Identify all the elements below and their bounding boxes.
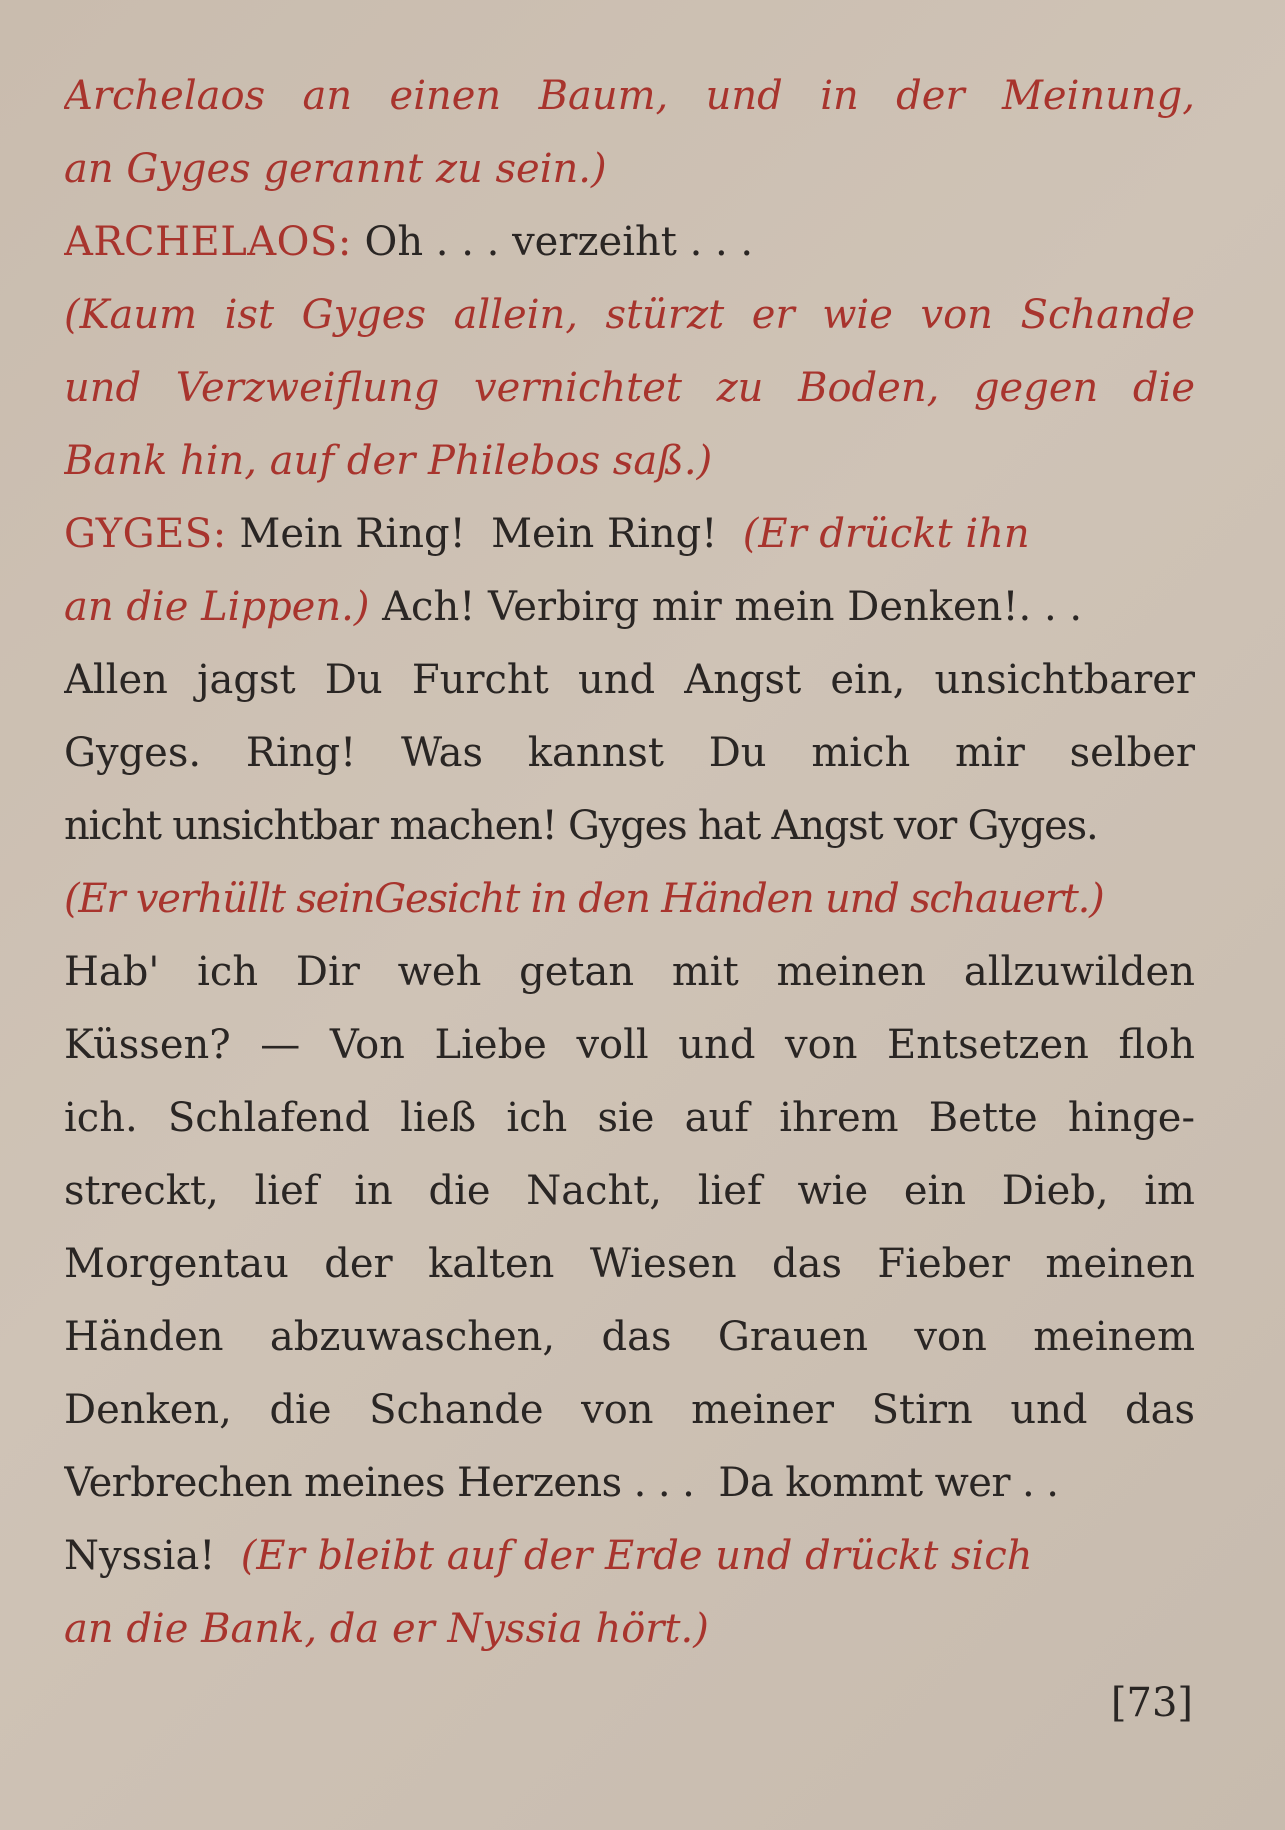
dialogue-text: Denken, die Schande von meiner Stirn und das <box>64 1387 1195 1433</box>
dialogue-text: Nyssia! <box>64 1533 216 1579</box>
text-line <box>64 352 1195 425</box>
stage-direction: an Gyges gerannt zu sein.) <box>64 146 607 192</box>
speaker-name: GYGES: <box>64 511 227 557</box>
stage-direction: Bank hin, auf der Philebos saß.) <box>64 438 713 484</box>
text-line <box>64 1082 1195 1155</box>
dialogue-text: Hab' ich Dir weh getan mit meinen allzuwilden <box>64 949 1195 995</box>
text-line <box>64 644 1195 717</box>
text-line <box>64 1447 1195 1520</box>
dialogue-text: streckt, lief in die Nacht, lief wie ein Dieb, im <box>64 1168 1195 1214</box>
dialogue-text: Allen jagst Du Furcht und Angst ein, unsichtbarer <box>64 657 1195 703</box>
text-line <box>64 60 1195 133</box>
dialogue-text: Morgentau der kalten Wiesen das Fieber meinen <box>64 1241 1195 1287</box>
dialogue-text: nicht unsichtbar machen! Gyges hat Angst vor Gyges. <box>64 803 1098 849</box>
text-line <box>64 498 1195 571</box>
text-line <box>64 790 1195 863</box>
stage-direction: an die Bank, da er Nyssia hört.) <box>64 1606 709 1652</box>
text-line <box>64 1520 1195 1593</box>
stage-direction: (Er verhüllt seinGesicht in den Händen und schauert.) <box>64 876 1104 922</box>
page-number: [73] <box>1110 1680 1193 1726</box>
dialogue-text: Küssen? — Von Liebe voll und von Entsetzen floh <box>64 1022 1195 1068</box>
text-line <box>64 425 1195 498</box>
text-line <box>64 936 1195 1009</box>
text-line <box>64 863 1195 936</box>
dialogue-text: Verbrechen meines Herzens . . . Da kommt wer . . <box>64 1460 1059 1506</box>
dialogue-text: Ach! Verbirg mir mein Denken!. . . <box>369 584 1083 630</box>
stage-direction: Archelaos an einen Baum, und in der Meinung, <box>64 73 1195 119</box>
dialogue-text: ich. Schlafend ließ ich sie auf ihrem Bette hinge- <box>64 1095 1195 1141</box>
text-line <box>64 279 1195 352</box>
text-line <box>64 133 1195 206</box>
stage-direction: (Er drückt ihn <box>717 511 1030 557</box>
dialogue-text: Gyges. Ring! Was kannst Du mich mir selber <box>64 730 1195 776</box>
text-line <box>64 1374 1195 1447</box>
dialogue-text: Mein Ring! Mein Ring! <box>226 511 718 557</box>
text-line <box>64 1228 1195 1301</box>
stage-direction: (Er bleibt auf der Erde und drückt sich <box>215 1533 1033 1579</box>
stage-direction: und Verzweiflung vernichtet zu Boden, gegen die <box>64 365 1195 411</box>
text-line <box>64 1593 1195 1666</box>
stage-direction: (Kaum ist Gyges allein, stürzt er wie von Schande <box>64 292 1195 338</box>
text-line <box>64 1301 1195 1374</box>
stage-direction: an die Lippen.) <box>64 584 370 630</box>
text-line <box>64 1155 1195 1228</box>
text-line <box>64 206 1195 279</box>
dialogue-text: Oh . . . verzeiht . . . <box>351 219 754 265</box>
dialogue-text: Händen abzuwaschen, das Grauen von meinem <box>64 1314 1195 1360</box>
text-line <box>64 1009 1195 1082</box>
text-line <box>64 571 1195 644</box>
text-line <box>64 717 1195 790</box>
speaker-name: ARCHELAOS: <box>64 219 352 265</box>
